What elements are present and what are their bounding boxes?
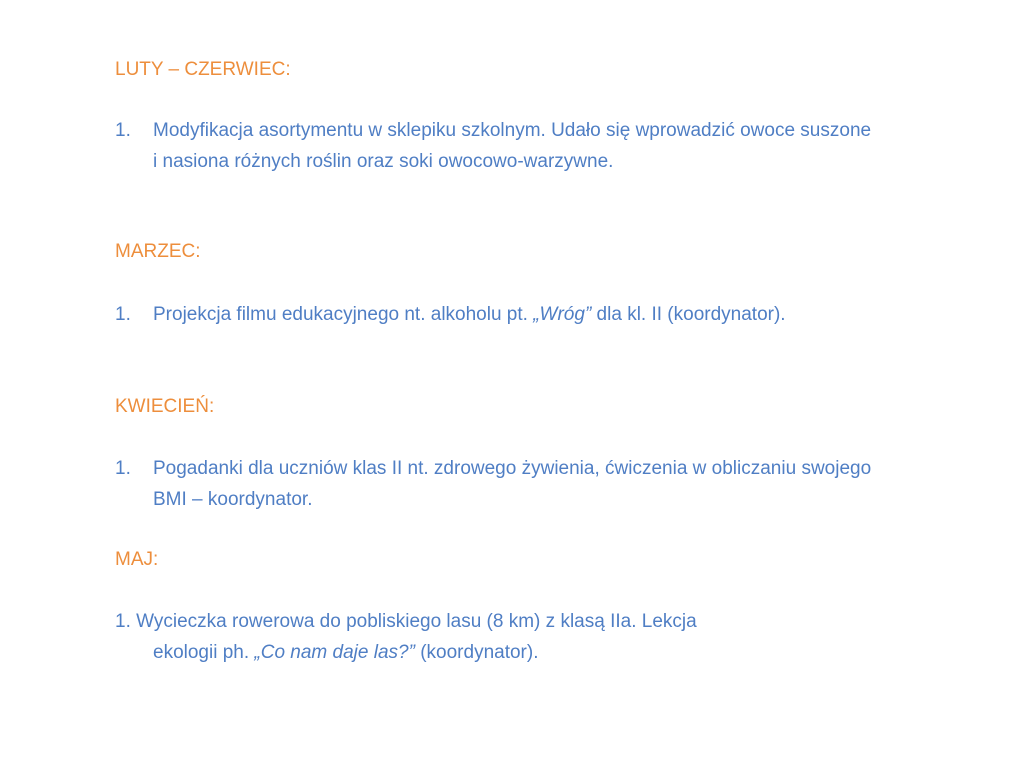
lesson-title: „Co nam daje las?” [254, 642, 415, 663]
heading-maj: MAJ: [115, 549, 159, 570]
film-title: „Wróg” [533, 304, 592, 325]
item-text-start: Projekcja filmu edukacyjnego nt. alkoholu pt. [153, 304, 534, 325]
item-line-1: 1. Wycieczka rowerowa do pobliskiego lasu (8 km) z klasą IIa. Lekcja [115, 611, 697, 632]
item-number: 1. [115, 120, 131, 141]
item-text: Pogadanki dla uczniów klas II nt. zdrowego żywienia, ćwiczenia w obliczaniu swojego BMI – koordynator. [153, 458, 872, 510]
heading-luty-czerwiec: LUTY – CZERWIEC: [115, 59, 291, 80]
heading-kwiecien: KWIECIEŃ: [115, 396, 215, 417]
item-text-end: (koordynator). [414, 642, 539, 663]
list-item-kwiecien [115, 453, 875, 515]
item-number: 1. [115, 304, 131, 325]
item-text-end: dla kl. II (koordynator). [591, 304, 786, 325]
item-text [153, 299, 815, 330]
list-item-marzec [115, 299, 815, 330]
item-number: 1. [115, 458, 131, 479]
list-item-maj [115, 606, 875, 668]
item-text: Modyfikacja asortymentu w sklepiku szkolnym. Udało się wprowadzić owoce suszone i nasiona różnych roślin oraz soki owocowo-warzywne. [153, 120, 872, 172]
heading-marzec: MARZEC: [115, 241, 201, 262]
item-line-2 [115, 637, 875, 668]
list-item-luty-czerwiec [115, 115, 875, 177]
item-text-start: ekologii ph. [153, 642, 255, 663]
